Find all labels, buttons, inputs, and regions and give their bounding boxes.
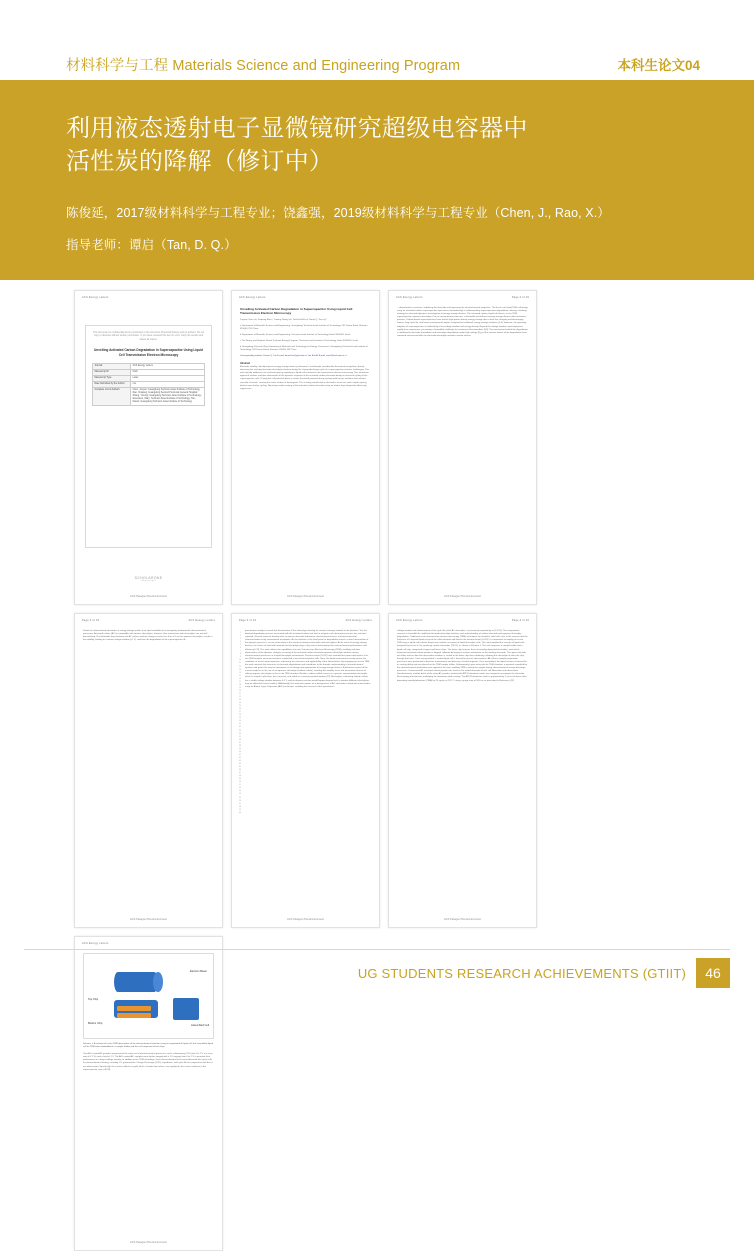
field-value: n/a [131, 382, 205, 388]
abstract-text: Electrode stability critically impacts energy storage device performance, and despite considerable theoretical recognition, directly observing the evolving electrode-electrolyte interface during the charge-discharge cycle of a supercapacitor remains challenging. This work directly addresses the technical gap by employing a liquid cell-assisted in-situ transmission electron microscopy. This innovative approach realizes real-time observation of the dynamic response of the activated carbon electrode during an electrical cycling of the supercapacitor cells. Driving the cell potential above a certain threshold potential during cycling leads to gas evolution that initiates cascade of events, causing the active carbon to disintegrate. This is being manifested in electrode's mass loss and a rapid capacity decline upon further cycling. Nano-layer oxide coating of the activated carbon electrode using an atomic layer deposition effectively suppresses... [240, 366, 370, 390]
thumbnail-article-page-3[interactable] [388, 290, 537, 605]
corresponding-authors: Corresponding authors: Daniel Q. Tan E-mail: daniel.tan@gtiit.edu.cn Yair Ein-Eli E-mail: eineli@technion.ac.il [240, 355, 347, 358]
field-key: Journal: [93, 364, 131, 370]
brand-name: SCHOLARONE [134, 576, 163, 580]
thumb-body [397, 307, 528, 588]
thumb-body [240, 307, 371, 588]
line-numbers: 1 2 3 4 5 6 7 8 9 10 11 12 13 14 15 16 17 18 19 20 21 22 23 24 25 26 27 28 29 30 31 32 33 34 35 36 37 38 39 40 41 42 43 44 45 46 47 48 49 50 51 52 53 54 55 56 57 58 59 60 [238, 632, 241, 814]
affiliation-b: b Department of Materials Science and Engineering, Technion-Israel Institute of Technology, Haifa 3200003, Israel [240, 334, 351, 337]
figure-caption: Scheme 1. A scheme of in-situ TEM observation of the electrochemical reaction using an asymmetrical liquid cell: the assembled liquid cell for TEM when embedded in a sample holder and the cell composed of two chips. [83, 1043, 213, 1049]
thumb-footer: ACS Paragon Plus Environment [287, 595, 324, 598]
thumb-header [239, 619, 372, 622]
footer-divider [24, 949, 730, 950]
cover-sheet-box [85, 325, 212, 548]
body-text: ...characteristics reactions, stabilizing the electrode and improving the electrochemical properties. The first in-situ liquid TEM cell design using an activated carbon supercapacitor represents a breakthrough in understanding supercapacitors degradation, offering a working strategy for electrode dynamics investigation of energy storage devices. The activated carbon, liquid cell device, in-situ TEM, supercapacitor, aqueous electrolyte. Due to environmental concerns, sustainable and efficient energy storage devices offer enormous promise. Carbon-based supercapacitors have led the high-power density energy storage due to their fast charging and discharging feature, long cycle life, and lower environmental impact compared to traditional energy storage solutions [1-3]. However, the operating adoption of supercapacitors is hindered by a low-voltage window and energy density. Beyond the voltage window, supercapacitors rapidly lose capacitance, presenting a formidable challenge for commercial functionalities [4,5]. The mechanism behind the degradation is attributed to electrode breakdown and electrolyte degradation under high voltage [6], yet the intricate details of the degradation have remained unassessed with the electrode-electrolyte interface remain elusive. [397, 307, 528, 337]
thumb-header [82, 619, 215, 622]
supervisor-line: 指导老师：谭启（Tan, D. Q.） [66, 238, 237, 252]
thumb-footer: ACS Paragon Plus Environment [287, 918, 324, 921]
thumb-header [239, 296, 372, 299]
field-value: ACS Energy Letters [131, 364, 205, 370]
thumb-header-left: Page 3 of 19 [82, 619, 100, 622]
page-header [0, 46, 754, 82]
thumb-header [396, 296, 529, 299]
thumbnail-article-page-5[interactable] [231, 613, 380, 928]
field-key: Manuscript Type: [93, 376, 131, 382]
thumb-footer: ACS Paragon Plus Environment [130, 1241, 167, 1244]
thumb-header [396, 619, 529, 622]
thumbnail-article-page-6[interactable] [388, 613, 537, 928]
page-footer [0, 958, 754, 988]
figure-label-bottom-chip: Bottom Chip [88, 1022, 103, 1025]
affiliation-d: d Guangdong Provincial Key Laboratory of Materials and Technology for Energy Conversion, Guangdong Technion-Israel Institute of Technology, 241 Daxue Road, Shantou 515063, PR China [240, 346, 368, 352]
field-key: Manuscript ID [93, 370, 131, 376]
field-value: Letter [131, 376, 205, 382]
brand-subtitle: Manuscripts [141, 580, 156, 582]
thumb-header-left: Page 3 of 19 [239, 619, 257, 622]
thumb-header-right: ACS Energy Letters [345, 619, 372, 622]
body-text: Two ALD coated AC powders experienced the same set of electrochemical processes: cyclic voltammetry (CV) from 0 to 1 V at a scan rate of 0.1 V/s and a hold at 1 V. The ALD-coated AC samples were further imaged with a CV ranging from 0 to 2 V to examine their performance in a larger voltage window. In addition to the TEM recordings, three electrochemical tests were fabricated into cycle cells for electrochemical testing, including CV, galvanostatic Charge-Discharge (GCD), impedance, and cycle life for comparison with the in-situ observation. Specifically, the current collector in gold, which is better than others, was applied as the current collector in the supercapacitor coin cell [23]. [83, 1053, 214, 1071]
thumb-header [82, 942, 215, 945]
body-text: voltage window and enhancement of the cycle life of the AC electrodes, as previously reported by us [13-19]. This comparative research is favorable for stabilized electrode-electrolyte interface and understanding of carbon electrode and aqueous electrolyte degradation. Traditional in-situ transmission electron microscopy (TEM) techniques are limited to solid cells, due to the concern that the thickness of a layered liquid on top of the solid substrate will distract the electron beam [14-16]. It is imperative to employ an in-situ TEM using a liquid cell to delve deeper into realistic scenarios of liquid electrolyte cells. This work adopted the concept of liquid cells designed by Liao et al. for sputtering carbon electrodes [74-21], as shown in Scheme 1. The cell comprises a sample holder and a liquid cell chip, composed of upper and lower chips. The lower chip features three chemically deposited electrodes, onto which dispersed activated carbon powder is dripped, followed by drying to achieve adsorption on the working electrode. The upper chip with two holes and an ultra-thin observation window, is sealed to the lower chip after combining, allowing the electrolyte to enter the chip through the holes. Once encapsulated, a sealed liquid cell is formed for precise observations. All of these sample preparation processes were performed in dust-free environment and done by a trained engineer. Once assembled, the liquid cell was assessed for its sealing ability and was placed on the TEM sample holder. Subsequently, upon entry into the TEM chamber, a potential controlled by the electrochemical workstation was applied to the chip, enabling TEM to reveal the sample during electrochemical charge-discharge processes. Commercial AC activated carbon powder was used as the model electrode for the cell fabrication and observation. Simultaneously, another batch of the same AC powder, treated with Al2O3 aluminum oxide, was imaged to investigate the electrode life-changing mechanisms underlying the aluminum oxide coating. The Al2O3 aluminum oxide is approximately 2 nm in thickness after depositing trimethylaluminum (TMA) for 20 cycles at 120 °C using a purge time of 200 ms as described in Reference [22]. [397, 630, 528, 682]
field-value: Draft [131, 370, 205, 376]
figure-label-assembled-cell: Assembled Cell [190, 1024, 209, 1027]
thumbnail-article-first-page[interactable] [231, 290, 380, 605]
field-key: Complete List of Authors: [93, 388, 131, 406]
thumb-header-left: ACS Energy Letters [396, 296, 423, 299]
affiliation-c: c The Nancy and Stephen Grand Technion Energy Program, Technion-Israel Institute of Technology, Haifa 3200003, Israel [240, 340, 358, 343]
thumb-header-left: ACS Energy Letters [239, 296, 266, 299]
cover-manuscript-title: Unveiling Activated Carbon Degradation in Supercapacitor Using Liquid Cell Transmission Electron Microscopy [94, 348, 203, 358]
thumb-body [245, 630, 371, 911]
thumb-footer: ACS Paragon Plus Environment [444, 595, 481, 598]
title-band [0, 82, 754, 280]
page-title [66, 112, 694, 178]
thumb-header-right: Page 4 of 19 [511, 619, 529, 622]
bottom-chip-plate-icon [117, 1013, 151, 1018]
abstract-label: Abstract [240, 361, 251, 365]
thumbnail-article-page-4[interactable] [74, 613, 223, 928]
document-category: 本科生论文04 [617, 58, 700, 73]
affiliation-a: a Department of Materials Science and Engineering, Guangdong Technion-Israel Institute of Technology, 241 Daxue Road, Shantou 515063, P.R China [240, 324, 368, 330]
field-value: Chen, Junyan; Guangdong Technion-Israel Institute of Technology, Rao, Xinqiang; Guangdong Second Provincial General Hospital; Zhang, Yuming; Guangdong Technion-Israel Institute of Technology; Eisenstein, Mary; Technion-Israel Institute of Technology; Tan, Daniel; Guangdong Technion-Israel Institute of Technology [131, 388, 205, 406]
program-title: 材料科学与工程 Materials Science and Engineering Program [66, 57, 461, 74]
page-number-badge: 46 [696, 958, 730, 988]
authors-line: 陈俊延，2017级材料科学与工程专业；饶鑫强，2019级材料科学与工程专业（Chen, J., Rao, X.） [66, 206, 610, 220]
thumb-header [82, 296, 215, 299]
thumb-body [83, 953, 214, 1234]
thumb-header-right: Page 2 of 19 [511, 296, 529, 299]
thumb-body [397, 630, 528, 911]
manuscript-thumbnail-grid [74, 290, 686, 1251]
thumb-header-left: ACS Energy Letters [396, 619, 423, 622]
manuscript-metadata-table [92, 363, 205, 406]
title-line-2: 活性炭的降解（修订中） [66, 148, 334, 175]
thumb-body [83, 630, 214, 911]
assembled-cell-icon [173, 998, 199, 1020]
figure-label-electron-beam: Electron Beam [189, 970, 207, 973]
body-text: Details of carbon-based electrodes in energy storage makes it an ideal candidate for investigating fundamental electrochemical processes. Activated carbon (AC) is compatible with various electrolytes, however, their interactions with electrolytes are not well documented. The Helmholtz layer between the AC surface and the charges can be less than 0.1 nm for aqueous electrolyte; results in low stability, leading to a narrow voltage window (<1 V), and thus the degradation of the supercapacitor. A... [83, 630, 213, 642]
confidentiality-notice: This document is confidential and is proprietary to the American Chemical Society and its authors. Do not copy or disclose without written permission. If you have received this item in error, notify the sender and delete all copies. [92, 331, 205, 341]
thumb-footer: ACS Paragon Plus Environment [130, 595, 167, 598]
article-authors: Junyan Chen a,b, Xinqiang Rao c, Yuming Zhang a,b, Yael Ein-Eli b,d, Daniel Q. Tan a,b,* [240, 318, 328, 321]
article-title: Unveiling Activated Carbon Degradation in Supercapacitor Using Liquid Cell Transmission Electron Microscopy [240, 307, 353, 316]
thumb-header-right: ACS Energy Letters [188, 619, 215, 622]
thumb-header-left: ACS Energy Letters [82, 296, 109, 299]
scholarone-logo [75, 576, 222, 582]
figure-label-top-chip: Top Chip [88, 998, 99, 1001]
top-chip-plate-icon [117, 1006, 151, 1011]
title-line-1: 利用液态透射电子显微镜研究超级电容器中 [66, 115, 528, 142]
field-key: Date Submitted by the Author: [93, 382, 131, 388]
body-text: post-mortem analysis reveals the discoloration of the electrolyte showing its chemical change initiated at the interface. Yet, the detailed degradation process associated with the activated carbon and how to mitigate such destructive process has not been reported. General research heavily relies on porous electrode fabrication, electrochemical tests, and microstructural characterization using conventional techniques. As the interface is the focal point for degradation events, a direct observation of the dynamic process is crucial, particularly at the interface between electrodes and electrolytes. At the onset of energy storage devices, the choice of electrode material and electrolyte plays a key role in determining their electrochemical performance and efficiency [7-9]. This work utilizes the capabilities of in-situ Transmission Electron Microscopy (TEM), enabling real-time observations of the dynamic changes occurring at the activated carbon electrode-aqueous electrolyte interface during electrochemical processes in a liquid electrolyte environment. Previous works [10,11] have revealed the power and impact of in-situ TEM analysis and measurements conducted in wet electrochemical cells. Here, the liquid environment closely mirrors the conditions of actual supercapacitors, enhancing the relevance and applicability of the observations. By employing an in-situ TEM, this work unravels the intricacies of electrode degradation and contributes to the broader understanding of electrochemical systems and paves the way for innovations in the design and optimization of energy storage devices. A distinctive aspect of the current study lies in the use of an aqueous electrolyte (sodium sulfate), avoiding the volatility issue and associated concern of utilizing organic electrolytes in the in-situ TEM chamber. Besides, sodium sulfate serves as a generic representative electrolyte which is neutral in pH value, less corrosive, and stable in a normal potential window [12]. Electrolytes containing sodium sulfate has a stable voltage window between 0-1 V, and an obvious reaction would happen beyond such a window (different electrolytes may be utilized for future studies). Additionally, this work also reports on a designed set of AC electrodes coated with metal-oxides using an Atomic Layer Deposition (ALD) technique, enabling the increase of the operational... [245, 630, 371, 688]
footer-section-label: UG STUDENTS RESEARCH ACHIEVEMENTS (GTIIT) [357, 965, 686, 981]
thumb-header-left: ACS Energy Letters [82, 942, 109, 945]
thumbnail-manuscript-cover[interactable] [74, 290, 223, 605]
thumb-footer: ACS Paragon Plus Environment [444, 918, 481, 921]
thumb-footer: ACS Paragon Plus Environment [130, 918, 167, 921]
table-row [93, 388, 205, 406]
